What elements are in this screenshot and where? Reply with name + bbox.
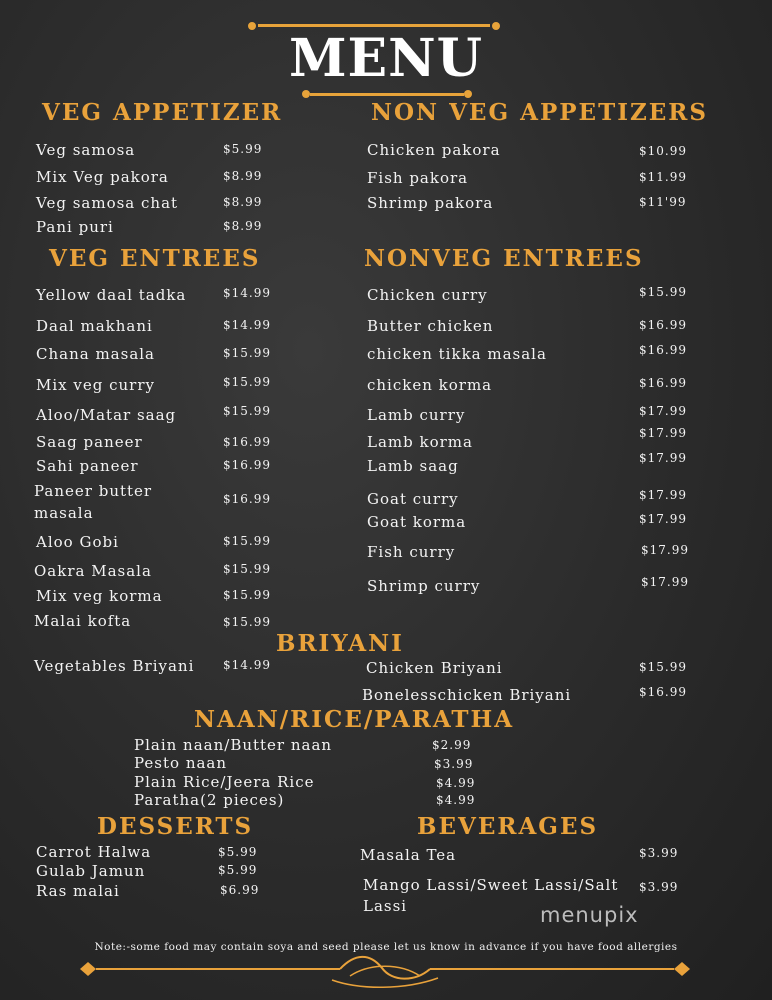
menu-item-name: Paneer butter xyxy=(34,482,153,500)
menu-item-name-line2: masala xyxy=(34,504,94,522)
menu-item-price: $14.99 xyxy=(223,286,271,300)
menu-item-name: Mix veg curry xyxy=(36,376,155,394)
section-naan-rice-paratha: NAAN/RICE/PARATHA xyxy=(194,706,515,733)
menu-item-name: chicken korma xyxy=(367,376,493,394)
menu-item-name: Mix veg korma xyxy=(36,587,163,605)
menu-item-price: $8.99 xyxy=(223,195,263,209)
menu-item-price: $6.99 xyxy=(220,883,260,897)
menu-item-price: $15.99 xyxy=(639,285,687,299)
section-veg-appetizer: VEG APPETIZER xyxy=(42,99,283,126)
menu-item-price: $16.99 xyxy=(223,435,271,449)
menu-item-name: Aloo/Matar saag xyxy=(36,406,177,424)
section-veg-entrees: VEG ENTREES xyxy=(49,245,261,272)
menu-item-price: $17.99 xyxy=(641,543,689,557)
menu-item-price: $4.99 xyxy=(436,776,476,790)
menu-item-price: $17.99 xyxy=(639,512,687,526)
menu-item-price: $16.99 xyxy=(223,458,271,472)
menu-item-price: $15.99 xyxy=(223,375,271,389)
menu-item-price: $15.99 xyxy=(223,615,271,629)
menu-item-name: Chicken Briyani xyxy=(366,659,503,677)
menu-item-price: $5.99 xyxy=(218,863,258,877)
menu-item-name: Sahi paneer xyxy=(36,457,139,475)
menu-item-name-line2: Lassi xyxy=(363,897,408,915)
menu-item-price: $16.99 xyxy=(639,343,687,357)
section-nonveg-entrees: NONVEG ENTREES xyxy=(364,245,644,272)
menu-item-name: Goat curry xyxy=(367,490,459,508)
menu-item-price: $16.99 xyxy=(223,492,271,506)
menu-item-name: Lamb saag xyxy=(367,457,459,475)
page-title: MENU xyxy=(288,28,484,89)
menu-item-name: Plain Rice/Jeera Rice xyxy=(134,773,315,791)
section-beverages: BEVERAGES xyxy=(417,813,599,840)
menu-item-price: $8.99 xyxy=(223,169,263,183)
menu-item-name: Shrimp curry xyxy=(367,577,481,595)
menu-item-name: Fish curry xyxy=(367,543,456,561)
menu-item-price: $5.99 xyxy=(223,142,263,156)
menu-item-name: Vegetables Briyani xyxy=(34,657,195,675)
menu-item-price: $15.99 xyxy=(223,346,271,360)
menu-item-price: $10.99 xyxy=(639,144,687,158)
menu-item-price: $16.99 xyxy=(639,318,687,332)
menu-item-name: Gulab Jamun xyxy=(36,862,146,880)
menu-item-price: $17.99 xyxy=(639,404,687,418)
menu-item-name: Pani puri xyxy=(36,218,114,236)
allergy-note: Note:-some food may contain soya and seed please let us know in advance if you have food allergies xyxy=(94,941,678,953)
menu-item-price: $15.99 xyxy=(223,588,271,602)
menu-item-price: $17.99 xyxy=(639,488,687,502)
menu-item-price: $17.99 xyxy=(641,575,689,589)
menu-item-price: $14.99 xyxy=(223,658,271,672)
menu-item-price: $15.99 xyxy=(223,534,271,548)
menu-item-price: $2.99 xyxy=(432,738,472,752)
menu-item-name: Yellow daal tadka xyxy=(36,286,187,304)
menu-item-name: Chicken curry xyxy=(367,286,488,304)
menu-item-name: Oakra Masala xyxy=(34,562,152,580)
section-desserts: DESSERTS xyxy=(97,813,254,840)
menu-item-name: Masala Tea xyxy=(360,846,457,864)
menu-item-name: Daal makhani xyxy=(36,317,153,335)
menu-item-price: $11.99 xyxy=(639,170,687,184)
menu-item-name: Carrot Halwa xyxy=(36,843,152,861)
menu-item-name: Veg samosa xyxy=(36,141,136,159)
menu-item-name: Lamb curry xyxy=(367,406,466,424)
menu-item-name: Butter chicken xyxy=(367,317,494,335)
menu-item-name: Saag paneer xyxy=(36,433,143,451)
menu-item-name: Goat korma xyxy=(367,513,467,531)
menu-item-name: Ras malai xyxy=(36,882,120,900)
menu-item-price: $16.99 xyxy=(639,376,687,390)
menu-item-name: Pesto naan xyxy=(134,754,228,772)
menu-item-name: Mango Lassi/Sweet Lassi/Salt xyxy=(363,876,619,894)
menu-item-price: $15.99 xyxy=(223,404,271,418)
menu-item-name: chicken tikka masala xyxy=(367,345,547,363)
menu-item-price: $3.99 xyxy=(639,846,679,860)
menu-item-name: Chicken pakora xyxy=(367,141,501,159)
menu-item-price: $4.99 xyxy=(436,793,476,807)
menu-item-name: Bonelesschicken Briyani xyxy=(362,686,572,704)
menu-item-name: Mix Veg pakora xyxy=(36,168,169,186)
menu-item-price: $11'99 xyxy=(639,195,687,209)
menu-item-name: Aloo Gobi xyxy=(36,533,119,551)
menu-item-price: $8.99 xyxy=(223,219,263,233)
menu-item-name: Veg samosa chat xyxy=(36,194,179,212)
menu-item-price: $3.99 xyxy=(434,757,474,771)
menu-item-name: Paratha(2 pieces) xyxy=(134,791,285,809)
bottom-ornament xyxy=(70,948,700,994)
menu-item-price: $15.99 xyxy=(639,660,687,674)
menu-item-price: $17.99 xyxy=(639,426,687,440)
menu-item-price: $17.99 xyxy=(639,451,687,465)
menu-item-name: Malai kofta xyxy=(34,612,132,630)
menu-item-price: $5.99 xyxy=(218,845,258,859)
menu-item-price: $16.99 xyxy=(639,685,687,699)
menu-item-name: Chana masala xyxy=(36,345,155,363)
menu-item-name: Fish pakora xyxy=(367,169,469,187)
menu-item-name: Shrimp pakora xyxy=(367,194,494,212)
section-non-veg-appetizers: NON VEG APPETIZERS xyxy=(371,99,708,126)
watermark-logo: menupix xyxy=(540,903,639,927)
menu-item-price: $15.99 xyxy=(223,562,271,576)
menu-item-price: $3.99 xyxy=(639,880,679,894)
menu-item-name: Plain naan/Butter naan xyxy=(134,736,333,754)
menu-item-price: $14.99 xyxy=(223,318,271,332)
section-briyani: BRIYANI xyxy=(276,630,404,657)
menu-item-name: Lamb korma xyxy=(367,433,473,451)
